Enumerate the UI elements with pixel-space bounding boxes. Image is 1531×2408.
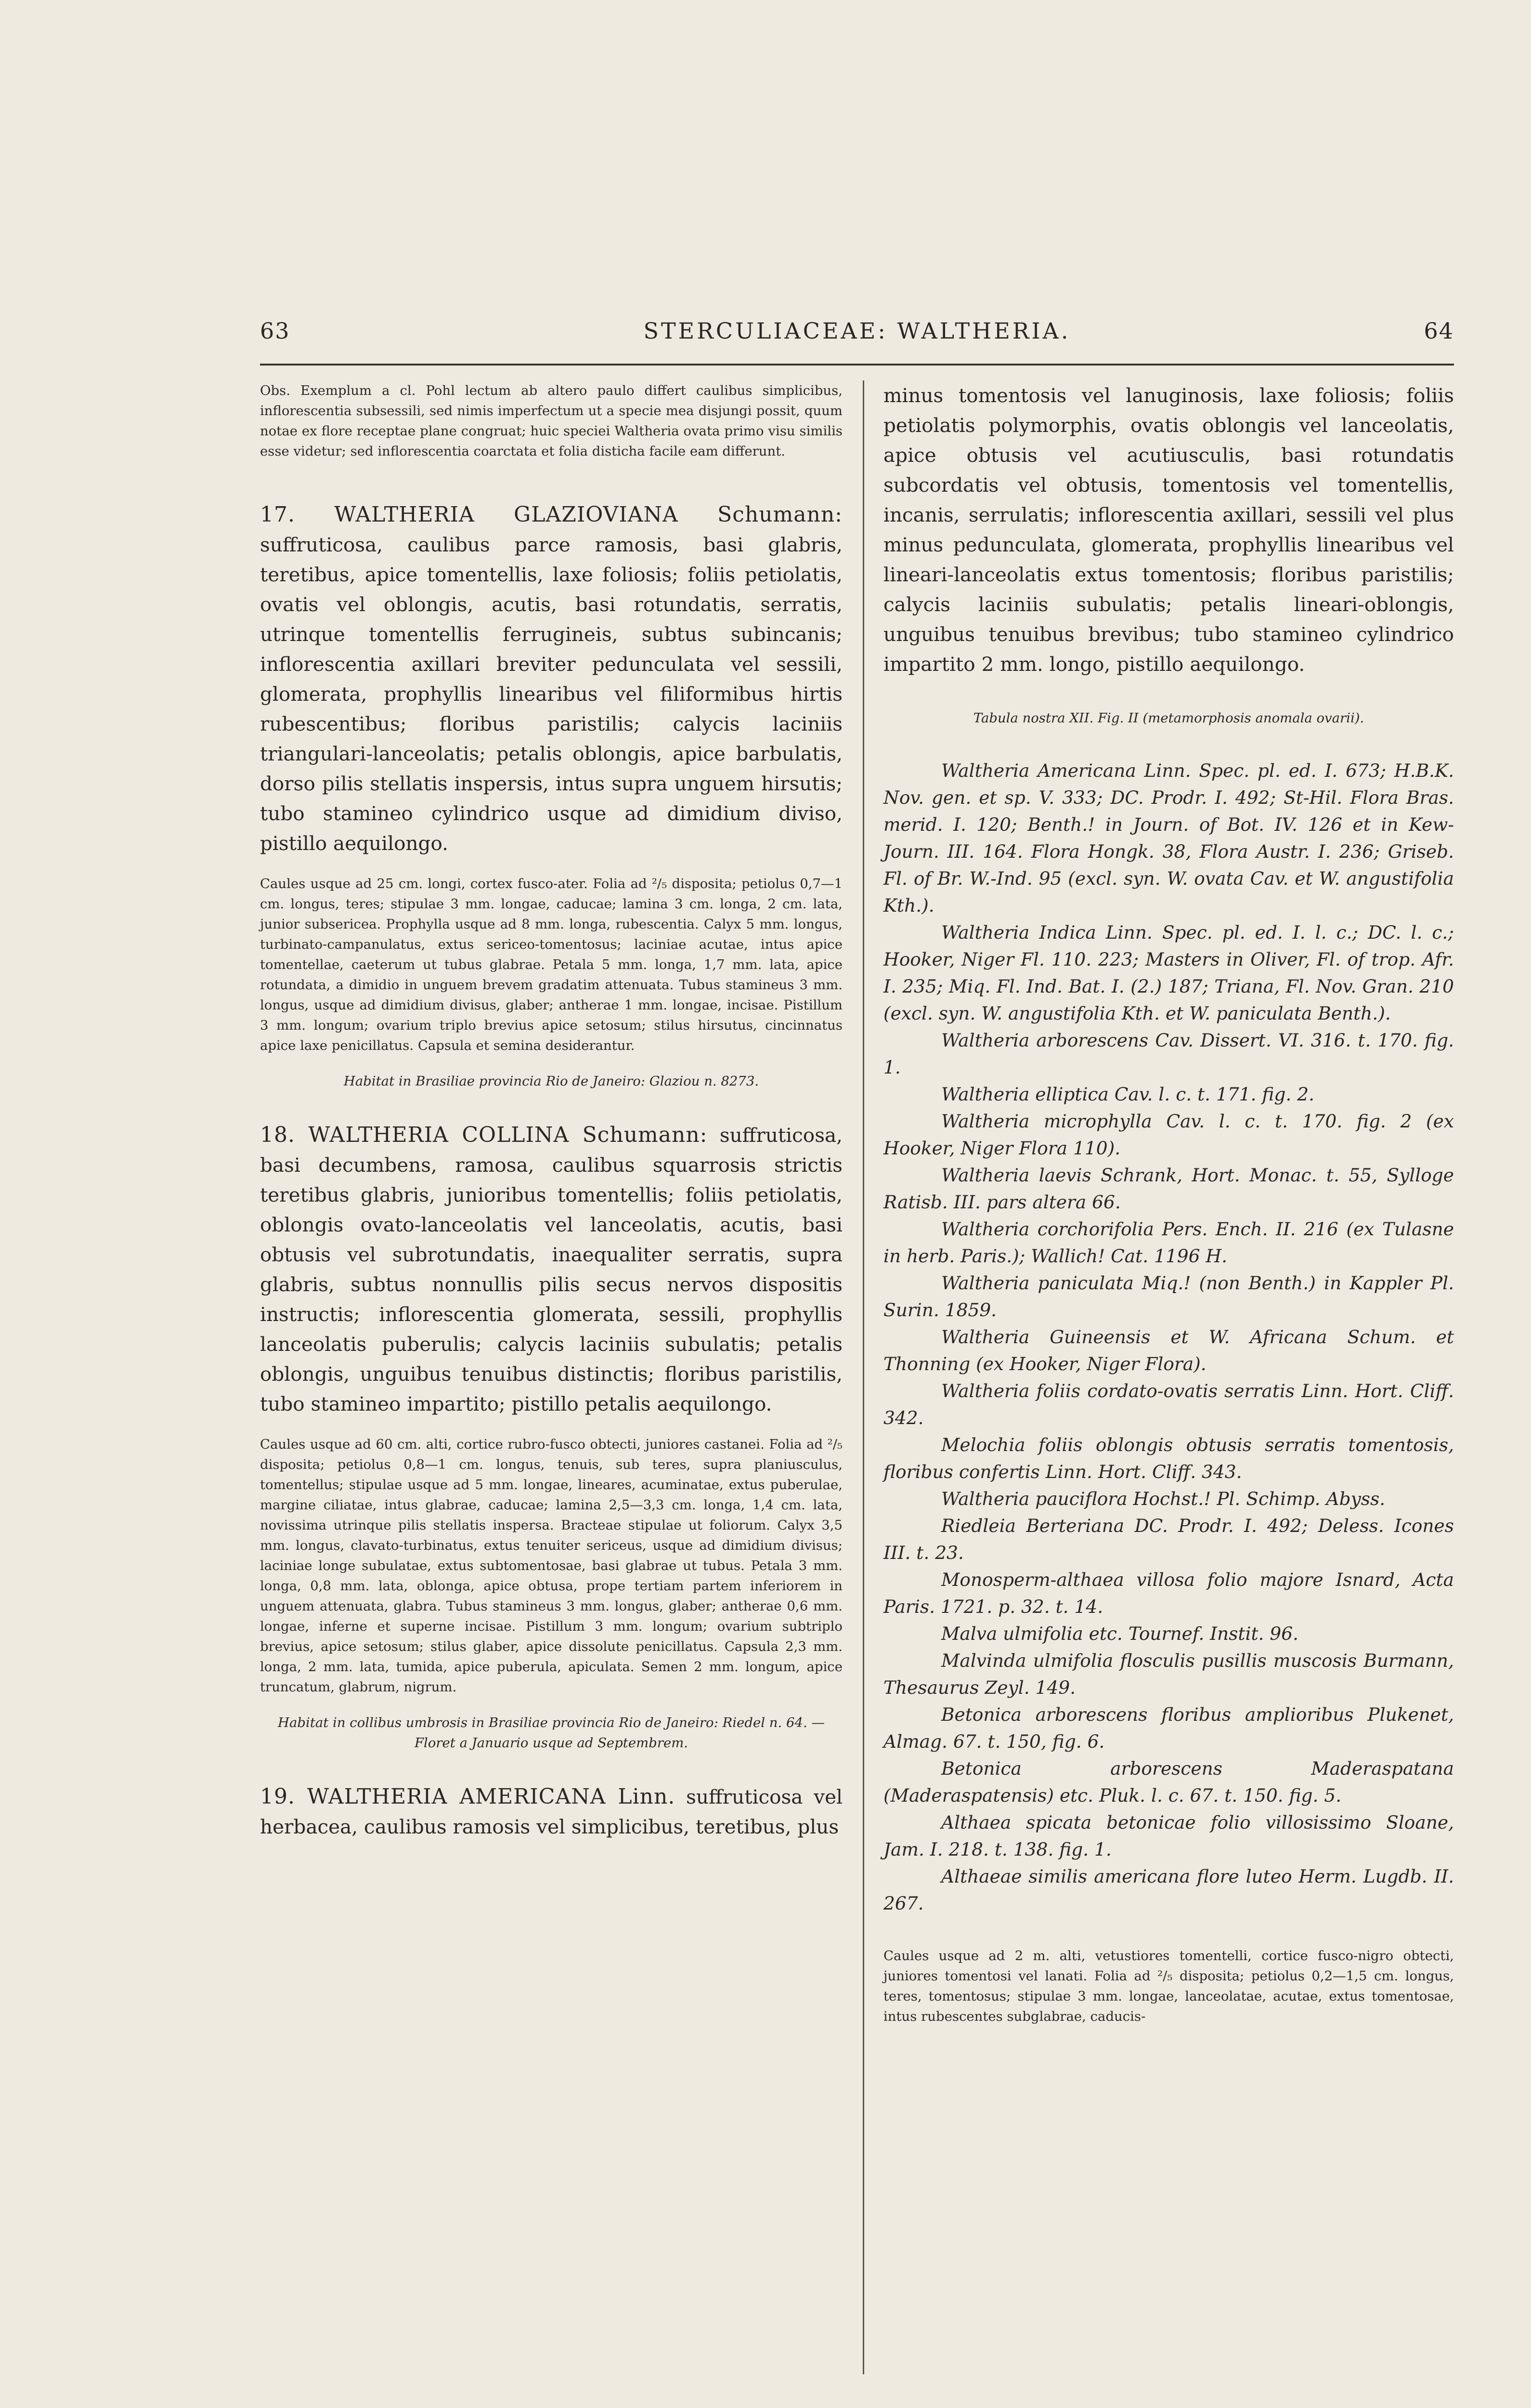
synonym-entry: Waltheria laevis Schrank, Hort. Monac. t. 55, Sylloge Ratisb. III. pars altera 66. bbox=[883, 1165, 1454, 1213]
observation-note: Obs. Exemplum a cl. Pohl lectum ab altero paulo differt caulibus simplicibus, inflorescentia subsessili, sed nimis imperfectum ut a specie mea disjungi possit, quum notae ex flore receptae plane congruat; huic speciei Waltheria ovata primo visu similis esse videtur; sed inflorescentia coarctata et folia disticha facile eam differunt. bbox=[260, 383, 843, 459]
page-number-right: 64 bbox=[1424, 318, 1454, 344]
page-number-left: 63 bbox=[260, 318, 290, 344]
synonym-entry: Waltheria foliis cordato-ovatis serratis Linn. Hort. Cliff. 342. bbox=[883, 1380, 1454, 1428]
synonym-entry: Waltheria paniculata Miq.! (non Benth.) in Kappler Pl. Surin. 1859. bbox=[883, 1272, 1454, 1321]
synonym-entry: Waltheria corchorifolia Pers. Ench. II. 216 (ex Tulasne in herb. Paris.); Wallich! Cat. 1196 H. bbox=[883, 1218, 1454, 1267]
synonym-entry: Riedleia Berteriana DC. Prodr. I. 492; Deless. Icones III. t. 23. bbox=[883, 1515, 1454, 1563]
species-18-description: Caules usque ad 60 cm. alti, cortice rubro-fusco obtecti, juniores castanei. Folia ad ²/₅ disposita; petiolus 0,8—1 cm. longus, tenuis, sub teres, supra planiusculus, tomentellus; stipulae usque ad 5 mm. longae, lineares, acuminatae, extus puberulae, margine ciliatae, intus glabrae, caducae; lamina 2,5—3,3 cm. longa, 1,4 cm. lata, novissima utrinque pilis stellatis inspersa. Bracteae stipulae ut foliorum. Calyx 3,5 mm. longus, clavato-turbinatus, extus tenuiter sericeus, usque ad dimidium divisus; laciniae longe subulatae, extus subtomentosae, basi glabrae ut tubus. Petala 3 mm. longa, 0,8 mm. lata, oblonga, apice obtusa, prope tertiam partem inferiorem in unguem attenuata, glabra. Tubus stamineus 3 mm. longus, glaber; antherae 0,6 mm. longae, inferne et superne incisae. Pistillum 3 mm. longum; ovarium subtriplo brevius, apice setosum; stilus glaber, apice dissolute penicillatus. Capsula 2,3 mm. longa, 2 mm. lata, tumida, apice puberula, apiculata. Semen 2 mm. longum, apice truncatum, glabrum, nigrum. bbox=[260, 1437, 843, 1695]
species-18-text: suffruticosa, basi decumbens, ramosa, caulibus squarrosis strictis teretibus glabris, junioribus tomentellis; foliis petiolatis, oblongis ovato-lanceolatis vel lanceolatis, acutis, basi obtusis vel subrotundatis, inaequaliter serratis, supra glabris, subtus nonnullis pilis secus nervos dispositis instructis; inflorescentia glomerata, sessili, prophyllis lanceolatis puberulis; calycis laciniis subulatis; petalis oblongis, unguibus tenuibus distinctis; floribus paristilis, tubo stamineo impartito; pistillo petalis aequilongo. bbox=[260, 1124, 843, 1415]
species-19-text: suffruticosa vel herbacea, caulibus ramosis vel simplicibus, teretibus, plus bbox=[260, 1785, 843, 1838]
synonym-entry: Waltheria Americana Linn. Spec. pl. ed. I. 673; H.B.K. Nov. gen. et sp. V. 333; DC. Prodr. I. 492; St-Hil. Flora Bras. merid. I. 120; Benth.! in Journ. of Bot. IV. 126 et in Kew-Journ. III. 164. Flora Hongk. 38, Flora Austr. I. 236; Griseb. Fl. of Br. W.-Ind. 95 (excl. syn. W. ovata Cav. et W. angustifolia Kth.). bbox=[883, 760, 1454, 916]
species-19-description: Caules usque ad 2 m. alti, vetustiores tomentelli, cortice fusco-nigro obtecti, juniores tomentosi vel lanati. Folia ad ²/₅ disposita; petiolus 0,2—1,5 cm. longus, teres, tomentosus; stipulae 3 mm. longae, lanceolatae, acutae, extus tomentosae, intus rubescentes subglabrae, caducis- bbox=[883, 1948, 1454, 2024]
species-17-description: Caules usque ad 25 cm. longi, cortex fusco-ater. Folia ad ²/₅ disposita; petiolus 0,7—1 cm. longus, teres; stipulae 3 mm. longae, caducae; lamina 3 cm. longa, 2 cm. lata, junior subsericea. Prophylla usque ad 8 mm. longa, rubescentia. Calyx 5 mm. longus, turbinato-campanulatus, extus sericeo-tomentosus; laciniae acutae, intus apice tomentellae, caeterum ut tubus glabrae. Petala 5 mm. longa, 1,7 mm. lata, apice rotundata, a dimidio in unguem brevem gradatim attenuata. Tubus stamineus 3 mm. longus, usque ad dimidium divisus, glaber; antherae 1 mm. longae, incisae. Pistillum 3 mm. longum; ovarium triplo brevius apice setosum; stilus hirsutus, cincinnatus apice laxe penicillatus. Capsula et semina desiderantur. bbox=[260, 876, 843, 1053]
synonym-entry: Althaea spicata betonicae folio villosissimo Sloane, Jam. I. 218. t. 138. fig. 1. bbox=[883, 1812, 1454, 1860]
species-17-text: suffruticosa, caulibus parce ramosis, basi glabris, teretibus, apice tomentellis, laxe foliosis; foliis petiolatis, ovatis vel oblongis, acutis, basi rotundatis, serratis, utrinque tomentellis ferrugineis, subtus subincanis; inflorescentia axillari breviter pedunculata vel sessili, glomerata, prophyllis linearibus vel filiformibus hirtis rubescentibus; floribus paristilis; calycis laciniis triangulari-lanceolatis; petalis oblongis, apice barbulatis, dorso pilis stellatis inspersis, intus supra unguem hirsutis; tubo stamineo cylindrico usque ad dimidium diviso, pistillo aequilongo. bbox=[260, 533, 843, 855]
column-divider bbox=[863, 380, 864, 2374]
running-header bbox=[260, 318, 1454, 361]
species-17-diagnosis bbox=[260, 500, 843, 858]
plate-reference: Tabula nostra XII. Fig. II (metamorphosis anomala ovarii). bbox=[973, 710, 1364, 726]
synonym-entry: Betonica arborescens floribus amplioribus Plukenet, Almag. 67. t. 150, fig. 6. bbox=[883, 1704, 1454, 1752]
species-19-heading: 19. WALTHERIA AMERICANA Linn. bbox=[260, 1784, 675, 1809]
synonym-entry: Waltheria arborescens Cav. Dissert. VI. 316. t. 170. fig. 1. bbox=[883, 1030, 1454, 1078]
species-17-habitat: Habitat in Brasiliae provincia Rio de Janeiro: Glaziou n. 8273. bbox=[343, 1073, 759, 1089]
synonym-entry: Waltheria microphylla Cav. l. c. t. 170. fig. 2 (ex Hooker, Niger Flora 110). bbox=[883, 1111, 1454, 1159]
species-19-diagnosis bbox=[260, 1782, 843, 1842]
species-19-continuation: minus tomentosis vel lanuginosis, laxe foliosis; foliis petiolatis polymorphis, ovatis oblongis vel lanceolatis, apice obtusis vel acutiusculis, basi rotundatis subcordatis vel obtusis, tomentosis vel tomentellis, incanis, serrulatis; inflorescentia axillari, sessili vel plus minus pedunculata, glomerata, prophyllis linearibus vel lineari-lanceolatis extus tomentosis; floribus paristilis; calycis laciniis subulatis; petalis lineari-oblongis, unguibus tenuibus brevibus; tubo stamineo cylindrico impartito 2 mm. longo, pistillo aequilongo. bbox=[883, 384, 1454, 676]
synonymy-list bbox=[883, 757, 1454, 1917]
synonym-entry: Malvinda ulmifolia flosculis pusillis muscosis Burmann, Thesaurus Zeyl. 149. bbox=[883, 1650, 1454, 1698]
species-18-heading: 18. WALTHERIA COLLINA Schumann: bbox=[260, 1123, 708, 1147]
synonym-entry: Betonica arborescens Maderaspatana (Maderaspatensis) etc. Pluk. l. c. 67. t. 150. fig. 5. bbox=[883, 1758, 1454, 1806]
left-column bbox=[260, 380, 843, 1842]
running-title: STERCULIACEAE: WALTHERIA. bbox=[643, 318, 1071, 344]
header-rule bbox=[260, 364, 1454, 366]
synonym-entry: Waltheria pauciflora Hochst.! Pl. Schimp. Abyss. bbox=[941, 1488, 1386, 1509]
synonym-entry: Malva ulmifolia etc. Tournef. Instit. 96. bbox=[941, 1623, 1299, 1644]
species-18-diagnosis bbox=[260, 1120, 843, 1419]
species-18-habitat: Habitat in collibus umbrosis in Brasiliae provincia Rio de Janeiro: Riedel n. 64. — Floret a Januario usque ad Septembrem. bbox=[278, 1715, 825, 1751]
synonym-entry: Althaeae similis americana flore luteo Herm. Lugdb. II. 267. bbox=[883, 1866, 1454, 1914]
synonym-entry: Waltheria elliptica Cav. l. c. t. 171. fig. 2. bbox=[941, 1084, 1315, 1105]
synonym-entry: Waltheria Guineensis et W. Africana Schum. et Thonning (ex Hooker, Niger Flora). bbox=[883, 1326, 1454, 1374]
synonym-entry: Waltheria Indica Linn. Spec. pl. ed. I. l. c.; DC. l. c.; Hooker, Niger Fl. 110. 223; Masters in Oliver, Fl. of trop. Afr. I. 235; Miq. Fl. Ind. Bat. I. (2.) 187; Triana, Fl. Nov. Gran. 210 (excl. syn. W. angustifolia Kth. et W. paniculata Benth.). bbox=[883, 922, 1454, 1024]
species-17-heading: 17. WALTHERIA GLAZIOVIANA Schumann: bbox=[260, 502, 843, 527]
synonym-entry: Monosperm-althaea villosa folio majore Isnard, Acta Paris. 1721. p. 32. t. 14. bbox=[883, 1569, 1454, 1617]
right-column bbox=[883, 380, 1454, 2027]
synonym-entry: Melochia foliis oblongis obtusis serratis tomentosis, floribus confertis Linn. Hort. Cliff. 343. bbox=[883, 1434, 1454, 1482]
